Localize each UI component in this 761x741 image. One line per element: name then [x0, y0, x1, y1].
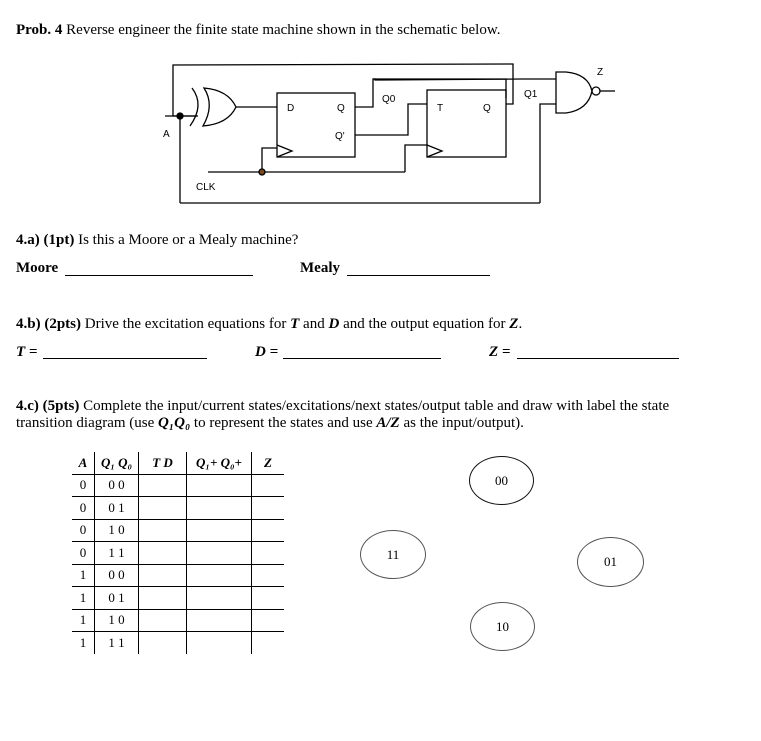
- part-b-question: [16, 316, 522, 333]
- state-label-10: 10: [496, 618, 509, 634]
- cell-q1q0: 1 0: [95, 609, 139, 632]
- header-next-state: Q₁+ Q₀+: [187, 452, 252, 474]
- cell-q1q0: 1 1: [95, 542, 139, 565]
- period: .: [518, 316, 523, 332]
- cell-q1q0: 0 0: [95, 564, 139, 587]
- cell-z[interactable]: [252, 474, 285, 497]
- label-dff-q: Q: [337, 103, 345, 114]
- cell-td[interactable]: [139, 542, 187, 565]
- mealy-answer-blank[interactable]: [347, 275, 490, 276]
- table-row: [72, 474, 284, 497]
- cell-z[interactable]: [252, 519, 285, 542]
- table-row: [72, 497, 284, 520]
- state-node-11[interactable]: [360, 530, 426, 579]
- table-row: [72, 519, 284, 542]
- cell-td[interactable]: [139, 632, 187, 654]
- state-label-01: 01: [604, 554, 617, 569]
- part-c-question: [16, 398, 669, 432]
- table-row: [72, 632, 284, 654]
- mealy-option-label: [300, 260, 340, 277]
- cell-next-state[interactable]: [187, 632, 252, 654]
- label-z: Z: [597, 67, 604, 78]
- cell-q1q0: 0 0: [95, 474, 139, 497]
- state-table: [72, 452, 284, 654]
- state-node-01[interactable]: [577, 537, 644, 587]
- header-td: T D: [139, 452, 187, 474]
- z-equation-blank[interactable]: [517, 358, 679, 359]
- cell-a: 1: [72, 587, 95, 610]
- table-header-row: [72, 452, 284, 474]
- cell-a: 1: [72, 564, 95, 587]
- var-q1q0: Q₁Q₀: [158, 415, 191, 431]
- cell-q1q0: 0 1: [95, 497, 139, 520]
- cell-a: 0: [72, 474, 95, 497]
- label-tff-q: Q: [483, 103, 491, 114]
- cell-a: 1: [72, 632, 95, 654]
- part-a-label: 4.a) (1pt): [16, 232, 75, 248]
- cell-next-state[interactable]: [187, 542, 252, 565]
- part-a-question: [16, 232, 298, 249]
- label-d: D: [287, 103, 295, 114]
- cell-q1q0: 0 1: [95, 587, 139, 610]
- cell-z[interactable]: [252, 632, 285, 654]
- label-a: A: [163, 129, 170, 140]
- var-d: D: [328, 316, 340, 332]
- state-node-10[interactable]: [470, 602, 535, 651]
- cell-next-state[interactable]: [187, 474, 252, 497]
- header-q1q0: Q₁ Q₀: [95, 452, 139, 474]
- part-b-text-1: Drive the excitation equations for: [84, 316, 287, 332]
- part-b-and: and: [303, 316, 325, 332]
- cell-a: 0: [72, 542, 95, 565]
- cell-a: 1: [72, 609, 95, 632]
- t-equation-blank[interactable]: [43, 358, 207, 359]
- cell-td[interactable]: [139, 519, 187, 542]
- cell-a: 0: [72, 519, 95, 542]
- table-row: [72, 542, 284, 565]
- label-dff-qbar: Q': [335, 131, 345, 142]
- var-z: Z: [509, 316, 519, 332]
- moore-answer-blank[interactable]: [65, 275, 253, 276]
- table-row: [72, 564, 284, 587]
- cell-td[interactable]: [139, 497, 187, 520]
- part-c-line-2a: transition diagram (use: [16, 415, 155, 431]
- problem-number: Prob. 4: [16, 22, 63, 38]
- header-z: Z: [264, 454, 272, 470]
- table-row: [72, 587, 284, 610]
- state-label-00: 00: [495, 472, 508, 488]
- state-node-00[interactable]: [469, 456, 534, 505]
- cell-z[interactable]: [252, 609, 285, 632]
- part-a-text: Is this a Moore or a Mealy machine?: [78, 232, 299, 248]
- d-equation-blank[interactable]: [283, 358, 441, 359]
- state-label-11: 11: [386, 546, 400, 562]
- t-flip-flop: [427, 90, 506, 157]
- d-equation-label: D =: [255, 344, 279, 360]
- cell-next-state[interactable]: [187, 497, 252, 520]
- moore-label: Moore: [16, 260, 59, 276]
- cell-z[interactable]: [252, 564, 285, 587]
- cell-q1q0: 1 0: [95, 519, 139, 542]
- part-b-label: 4.b) (2pts): [16, 316, 82, 332]
- cell-z[interactable]: [252, 542, 285, 565]
- cell-td[interactable]: [139, 609, 187, 632]
- cell-a: 0: [72, 497, 95, 520]
- cell-td[interactable]: [139, 474, 187, 497]
- part-c-label: 4.c) (5pts): [16, 398, 80, 414]
- label-q1: Q1: [524, 89, 538, 100]
- table-row: [72, 609, 284, 632]
- part-b-text-2: and the output equation for: [343, 316, 506, 332]
- cell-q1q0: 1 1: [95, 632, 139, 654]
- label-clk: CLK: [196, 182, 216, 193]
- label-t: T: [437, 103, 444, 114]
- mealy-label: Mealy: [300, 260, 340, 276]
- t-equation-label: T =: [16, 344, 38, 360]
- nand-gate-icon: [556, 72, 600, 113]
- circuit-schematic: [0, 55, 761, 215]
- problem-statement: Reverse engineer the finite state machine shown in the schematic below.: [66, 22, 501, 38]
- var-t: T: [290, 316, 300, 332]
- cell-z[interactable]: [252, 497, 285, 520]
- junction-clk: [259, 169, 265, 175]
- part-c-line-1: Complete the input/current states/excitations/next states/output table and draw with label the state: [83, 398, 670, 414]
- cell-next-state[interactable]: [187, 587, 252, 610]
- moore-option-label: [16, 260, 58, 277]
- cell-next-state[interactable]: [187, 564, 252, 587]
- part-c-line-2c: as the input/output).: [403, 415, 524, 431]
- cell-z[interactable]: [252, 587, 285, 610]
- cell-next-state[interactable]: [187, 609, 252, 632]
- label-q0: Q0: [382, 94, 396, 105]
- problem-title: [16, 22, 500, 39]
- xor-gate-icon: [190, 88, 236, 126]
- cell-td[interactable]: [139, 587, 187, 610]
- cell-td[interactable]: [139, 564, 187, 587]
- cell-next-state[interactable]: [187, 519, 252, 542]
- part-c-line-2b: to represent the states and use: [193, 415, 373, 431]
- header-a: A: [72, 452, 95, 474]
- var-az: A/Z: [376, 415, 400, 431]
- z-equation-label: Z =: [489, 344, 511, 360]
